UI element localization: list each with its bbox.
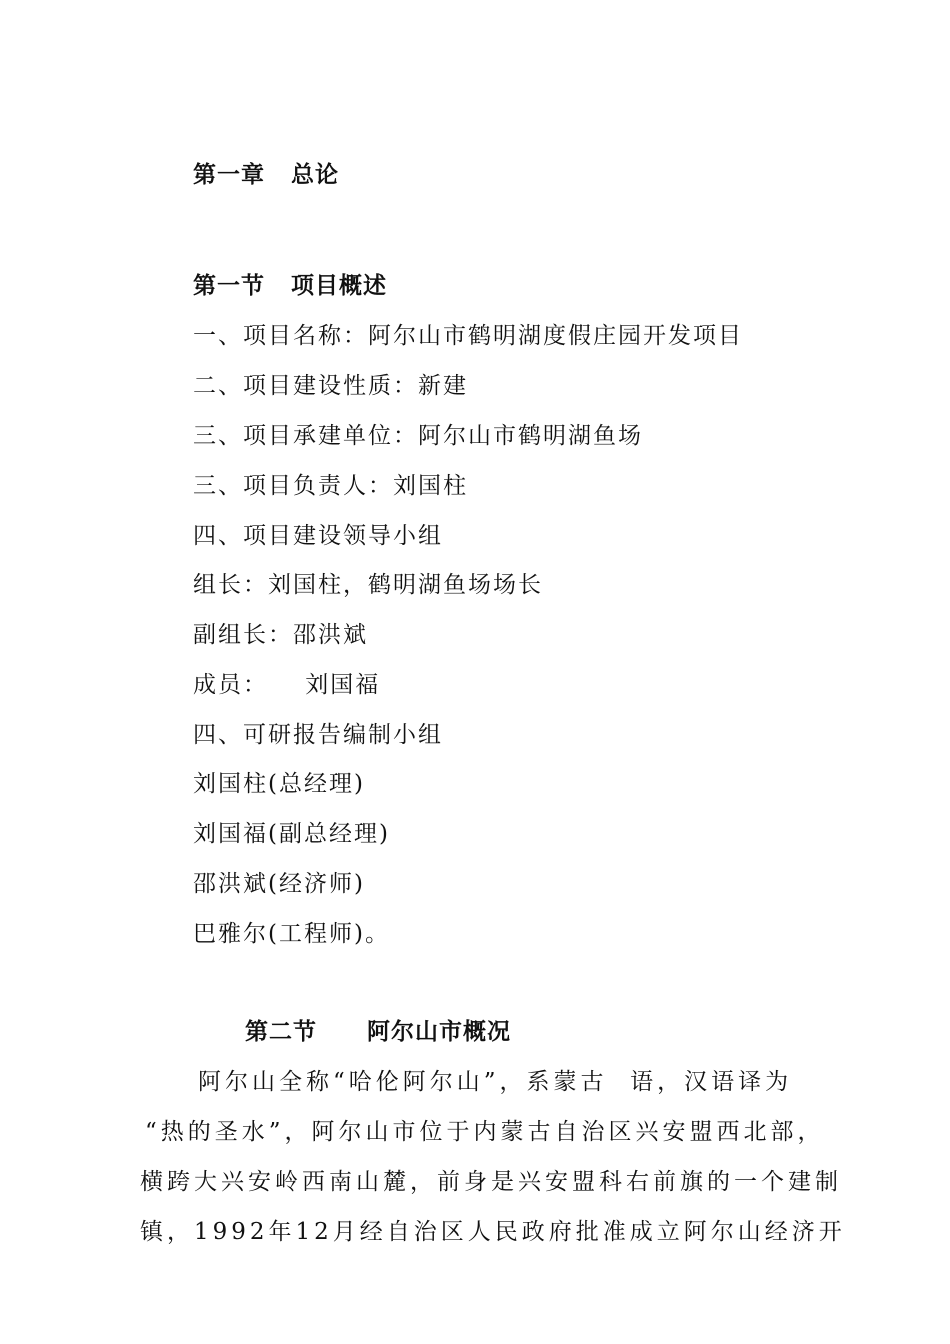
paragraph-line: “热的圣水”，阿尔山市位于内蒙古自治区兴安盟西北部， bbox=[145, 1119, 825, 1145]
section-2-heading bbox=[245, 1017, 511, 1047]
section-2-number: 第二节 bbox=[245, 1019, 317, 1045]
section-1-heading bbox=[193, 271, 387, 301]
body-line: 一、项目名称：阿尔山市鹤明湖度假庄园开发项目 bbox=[193, 323, 743, 349]
body-line: 巴雅尔(工程师)。 bbox=[193, 921, 390, 947]
chapter-heading bbox=[193, 160, 339, 190]
body-line: 刘国柱(总经理) bbox=[193, 771, 365, 797]
body-line: 三、项目承建单位：阿尔山市鹤明湖鱼场 bbox=[193, 423, 643, 449]
body-line: 四、项目建设领导小组 bbox=[193, 523, 443, 549]
chapter-number: 第一章 bbox=[193, 162, 265, 188]
section-1-title: 项目概述 bbox=[291, 273, 387, 299]
body-line: 成员： 刘国福 bbox=[193, 672, 381, 698]
body-line: 副组长：邵洪斌 bbox=[193, 622, 368, 648]
paragraph-line: 镇，1992年12月经自治区人民政府批准成立阿尔山经济开 bbox=[140, 1219, 846, 1245]
paragraph-line: 横跨大兴安岭西南山麓，前身是兴安盟科右前旗的一个建制 bbox=[140, 1169, 842, 1195]
body-line: 三、项目负责人：刘国柱 bbox=[193, 473, 468, 499]
section-2-title: 阿尔山市概况 bbox=[367, 1019, 511, 1045]
body-line: 邵洪斌(经济师) bbox=[193, 871, 365, 897]
section-1-number: 第一节 bbox=[193, 273, 265, 299]
paragraph-line: 阿尔山全称“哈伦阿尔山”，系蒙古 语，汉语译为 bbox=[198, 1069, 793, 1095]
body-line: 四、可研报告编制小组 bbox=[193, 722, 443, 748]
chapter-title: 总论 bbox=[291, 162, 339, 188]
body-line: 刘国福(副总经理) bbox=[193, 821, 390, 847]
body-line: 组长：刘国柱，鹤明湖鱼场场长 bbox=[193, 572, 543, 598]
body-line: 二、项目建设性质：新建 bbox=[193, 373, 468, 399]
